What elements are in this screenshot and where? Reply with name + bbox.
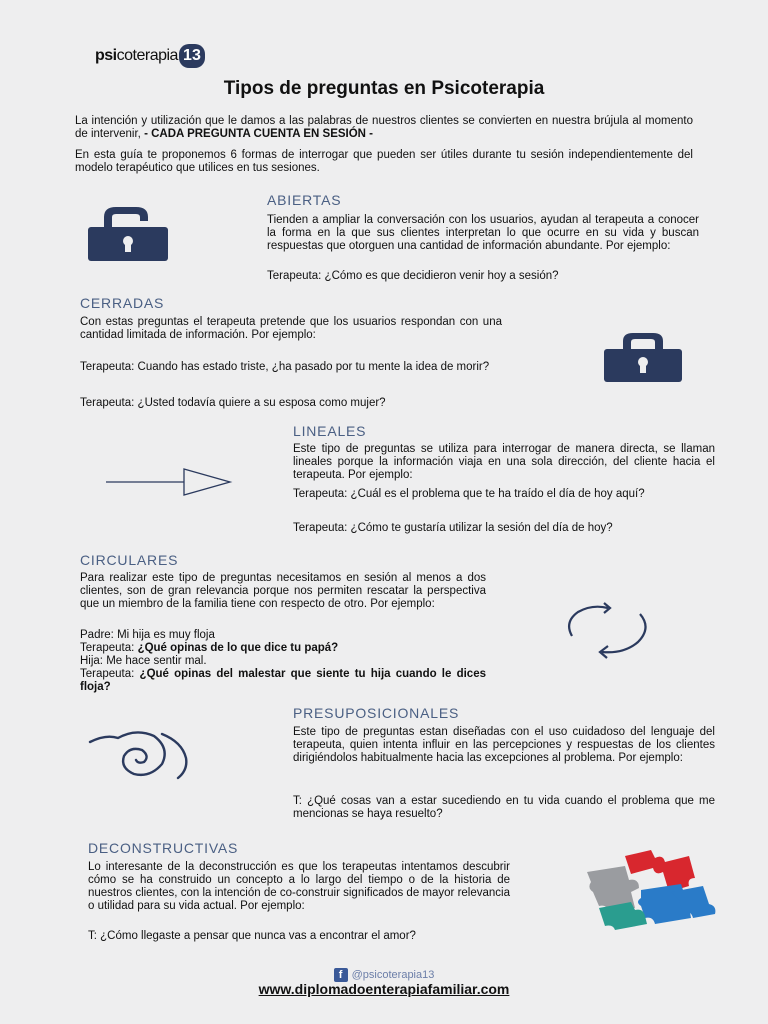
spiral-icon	[88, 720, 200, 782]
cycle-arrows-icon	[562, 600, 656, 660]
intro-text: La intención y utilización que le damos a las palabras de nuestros clientes se convierten en nuestra brújula al momento de intervenir,	[75, 115, 693, 140]
brand-logo	[95, 44, 215, 74]
intro-emphasis: - CADA PREGUNTA CUENTA EN SESIÓN -	[144, 128, 374, 140]
intro-paragraph-1	[75, 115, 693, 141]
logo-badge: 13	[179, 44, 205, 68]
dialogue-question: ¿Qué opinas del malestar que siente tu hija cuando le dices floja?	[80, 668, 486, 693]
abiertas-example: Terapeuta: ¿Cómo es que decidieron venir hoy a sesión?	[267, 270, 559, 282]
cerradas-body: Con estas preguntas el terapeuta pretende que los usuarios respondan con una cantidad limitada de información. Por ejemplo:	[80, 316, 502, 341]
dialogue-line-1: Padre: Mi hija es muy floja	[80, 629, 215, 641]
logo-part2: coterapia	[116, 47, 178, 65]
dialogue-line-2	[80, 642, 486, 655]
presuposicionales-body: Este tipo de preguntas estan diseñadas con el uso cuidadoso del lenguaje del terapeuta, quien intenta influir en las percepciones y respuestas de los clientes dirigiéndolos habitualmente hacia las excepciones al problema. Por ejemplo:	[293, 726, 715, 764]
circulares-body: Para realizar este tipo de preguntas necesitamos en sesión al menos a dos clientes, son de gran relevancia porque nos permiten rescatar la perspectiva que un miembro de la familia tiene con respecto de otro. Por ejemplo:	[80, 572, 486, 610]
closed-lock-icon	[603, 331, 683, 383]
deconstructivas-body: Lo interesante de la deconstrucción es que los terapeutas intentamos descubrir cómo se ha construido un concepto a lo largo del tiempo o de la historia de nuestros clientes, con la intención de co-construir significados de mayor relevancia o utilidad para su vida actual. Por ejemplo:	[88, 861, 510, 912]
open-lock-icon	[86, 205, 172, 263]
cerradas-example-2: Terapeuta: ¿Usted todavía quiere a su esposa como mujer?	[80, 397, 386, 409]
section-title-abiertas: ABIERTAS	[267, 192, 342, 208]
page-title: Tipos de preguntas en Psicoterapia	[223, 78, 545, 99]
presuposicionales-example: T: ¿Qué cosas van a estar sucediendo en tu vida cuando el problema que me mencionas se haya resuelto?	[293, 795, 715, 820]
logo-part1: psi	[95, 47, 117, 65]
lineales-example-1: Terapeuta: ¿Cuál es el problema que te ha traído el día de hoy aquí?	[293, 488, 645, 500]
logo-text	[95, 47, 178, 64]
lineales-example-2: Terapeuta: ¿Cómo te gustaría utilizar la sesión del día de hoy?	[293, 522, 613, 534]
lineales-body: Este tipo de preguntas se utiliza para interrogar de manera directa, se llaman lineales porque la información viaja en una sola dirección, del cliente hacia el terapeuta. Por ejemplo:	[293, 443, 715, 481]
dialogue-label: Terapeuta:	[80, 642, 135, 654]
section-title-cerradas: CERRADAS	[80, 295, 165, 311]
website-link[interactable]: www.diplomadoenterapiafamiliar.com	[258, 981, 510, 997]
dialogue-line-4	[80, 668, 486, 694]
arrow-icon	[104, 466, 234, 498]
facebook-icon: f	[334, 968, 348, 982]
social-handle-text: @psicoterapia13	[351, 968, 435, 981]
section-title-deconstructivas: DECONSTRUCTIVAS	[88, 840, 239, 856]
dialogue-question: ¿Qué opinas de lo que dice tu papá?	[137, 642, 339, 654]
section-title-lineales: LINEALES	[293, 423, 367, 439]
section-title-presuposicionales: PRESUPOSICIONALES	[293, 705, 460, 721]
intro-paragraph-2: En esta guía te proponemos 6 formas de interrogar que pueden ser útiles durante tu sesión independientemente del modelo terapéutico que utilices en tus sesiones.	[75, 149, 693, 174]
circulares-dialogue	[80, 629, 486, 694]
puzzle-icon	[585, 848, 719, 932]
cerradas-example-1: Terapeuta: Cuando has estado triste, ¿ha pasado por tu mente la idea de morir?	[80, 361, 490, 373]
dialogue-label: Terapeuta:	[80, 668, 135, 680]
section-title-circulares: CIRCULARES	[80, 552, 179, 568]
abiertas-body: Tienden a ampliar la conversación con los usuarios, ayudan al terapeuta a conocer la forma en la que sus clientes interpretan lo que ocurre en su vida y buscan respuestas que otorguen una cantidad de información abundante. Por ejemplo:	[267, 214, 699, 252]
social-handle[interactable]	[0, 968, 768, 982]
dialogue-line-3: Hija: Me hace sentir mal.	[80, 655, 207, 667]
deconstructivas-example: T: ¿Cómo llegaste a pensar que nunca vas a encontrar el amor?	[88, 930, 416, 942]
